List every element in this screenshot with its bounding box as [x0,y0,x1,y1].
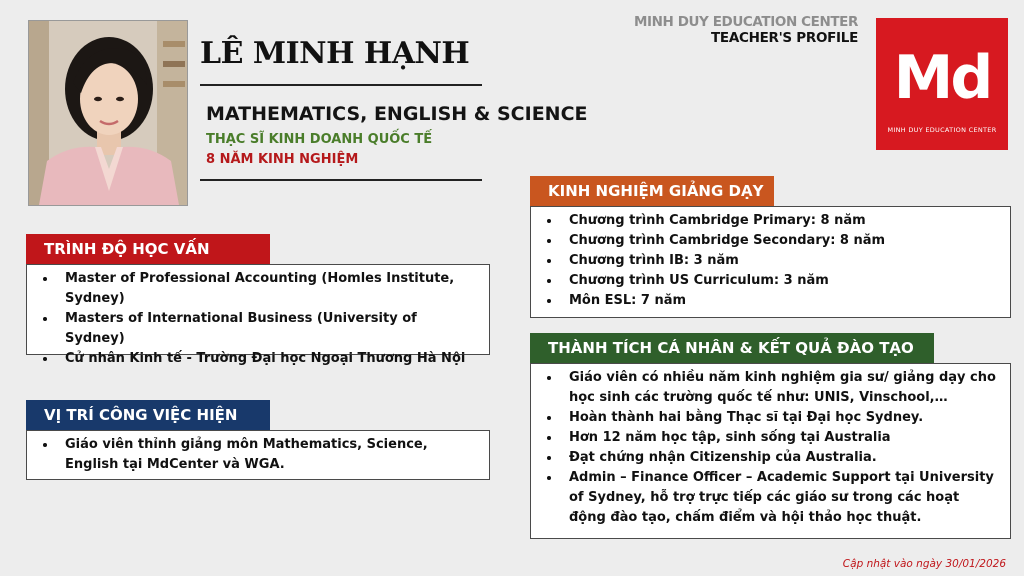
list-item: • Cử nhân Kinh tế - Trường Đại học Ngoại Thương Hà Nội [57,349,479,369]
list-item: • Môn ESL: 7 năm [561,291,1000,311]
list-item: • Đạt chứng nhận Citizenship của Australia. [561,448,1000,468]
list-item: • Hoàn thành hai bằng Thạc sĩ tại Đại học Sydney. [561,408,1000,428]
education-box [26,264,490,366]
list-item: • Hơn 12 năm học tập, sinh sống tại Australia [561,428,1000,448]
position-list [27,431,489,475]
list-item: • Admin – Finance Officer – Academic Support tại University of Sydney, hỗ trợ trực tiếp các giáo sư trong các hoạt động đào tạo, chấm điểm và hội thảo học thuật. [561,468,1000,528]
list-item: • Chương trình Cambridge Primary: 8 năm [561,211,1000,231]
experience-list [531,207,1010,311]
achievements-list [531,364,1010,528]
headline-divider [200,179,482,181]
list-item: • Master of Professional Accounting (Homles Institute, Sydney) [57,269,479,309]
achievements-box [530,363,1011,539]
teacher-experience-years: 8 NĂM KINH NGHIỆM [206,152,359,167]
achievements-header: THÀNH TÍCH CÁ NHÂN & KẾT QUẢ ĐÀO TẠO [530,333,934,363]
logo-mark: Md [893,43,991,113]
list-item: • Chương trình IB: 3 năm [561,251,1000,271]
list-item: • Giáo viên thỉnh giảng môn Mathematics, Science, English tại MdCenter và WGA. [57,435,479,475]
name-divider [200,84,482,86]
list-item: • Chương trình US Curriculum: 3 năm [561,271,1000,291]
portrait-image [29,21,187,205]
center-name: MINH DUY EDUCATION CENTER [633,14,858,30]
updated-date: Cập nhật vào ngày 30/01/2026 [842,558,1006,570]
logo-text: MINH DUY EDUCATION CENTER [887,126,997,134]
education-header: TRÌNH ĐỘ HỌC VẤN [26,234,270,264]
teacher-name: LÊ MINH HẠNH [200,36,470,71]
teacher-photo [28,20,188,206]
experience-header: KINH NGHIỆM GIẢNG DẠY [530,176,774,206]
education-list [27,265,489,369]
teacher-subjects: MATHEMATICS, ENGLISH & SCIENCE [206,103,588,125]
list-item: • Giáo viên có nhiều năm kinh nghiệm gia sư/ giảng dạy cho học sinh các trường quốc tế như: UNIS, Vinschool,… [561,368,1000,408]
list-item: • Masters of International Business (University of Sydney) [57,309,479,349]
position-header: VỊ TRÍ CÔNG VIỆC HIỆN [26,400,270,460]
profile-subtitle: TEACHER'S PROFILE [711,30,858,46]
experience-box [530,206,1011,318]
center-logo [876,18,1008,150]
position-box [26,430,490,480]
teacher-degree: THẠC SĨ KINH DOANH QUỐC TẾ [206,132,433,147]
list-item: • Chương trình Cambridge Secondary: 8 năm [561,231,1000,251]
